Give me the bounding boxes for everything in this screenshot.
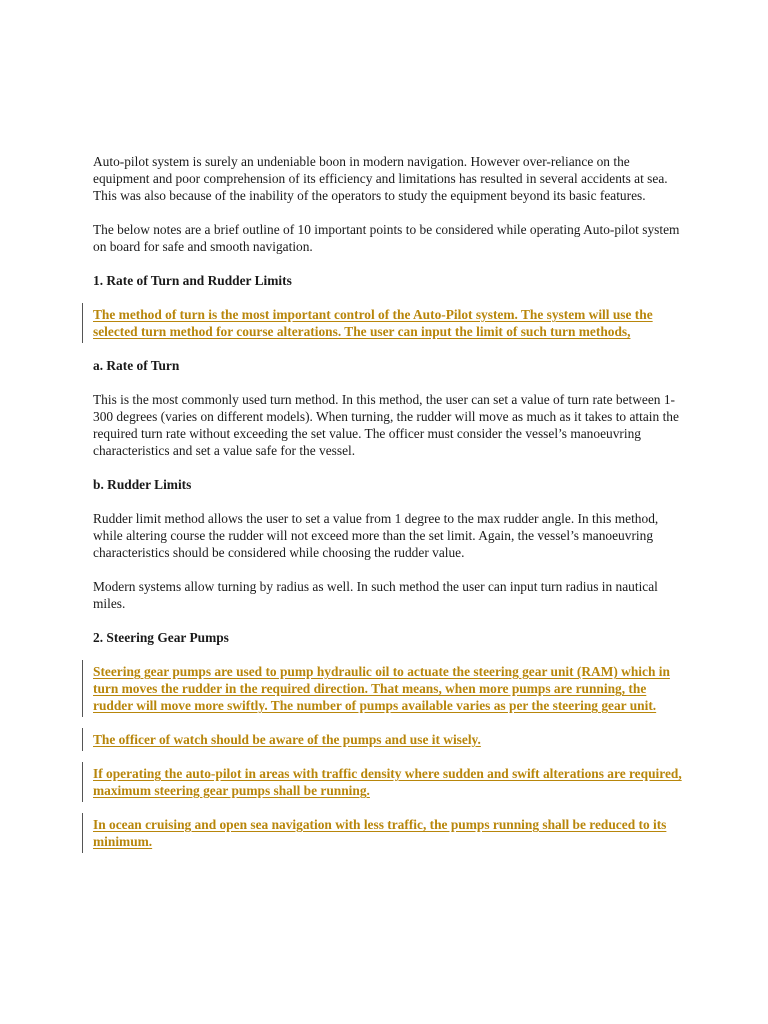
tracked-insertion-text: If operating the auto-pilot in areas with traffic density where sudden and swift alterations are required, maximum steering gear pumps shall be running. (93, 766, 682, 798)
change-bar (82, 762, 83, 802)
tracked-insertion-paragraph (93, 663, 683, 714)
section-heading-rate-of-turn-and-rudder-limits: 1. Rate of Turn and Rudder Limits (93, 273, 292, 288)
tracked-insertion-text: Steering gear pumps are used to pump hydraulic oil to actuate the steering gear unit (RAM) which in turn moves the rudder in the required direction. That means, when more pumps are running, the rudder will move more swiftly. The number of pumps available varies as per the steering gear unit. (93, 664, 670, 713)
document-page (93, 153, 683, 867)
tracked-insertion-paragraph (93, 816, 683, 850)
tracked-insertion-paragraph (93, 731, 683, 748)
change-bar (82, 813, 83, 853)
tracked-insertion-text: In ocean cruising and open sea navigation with less traffic, the pumps running shall be reduced to its minimum. (93, 817, 667, 849)
turn-radius-paragraph: Modern systems allow turning by radius as well. In such method the user can input turn radius in nautical miles. (93, 579, 658, 611)
rate-of-turn-paragraph: This is the most commonly used turn method. In this method, the user can set a value of turn rate between 1-300 degrees (varies on different models). When turning, the rudder will move as much as it takes to attain the required turn rate without exceeding the set value. The officer must consider the vessel’s manoeuvring characteristics and set a value safe for the vessel. (93, 392, 679, 458)
outline-paragraph: The below notes are a brief outline of 10 important points to be considered while operating Auto-pilot system on board for safe and smooth navigation. (93, 222, 680, 254)
subsection-heading-rudder-limits: b. Rudder Limits (93, 477, 192, 492)
rudder-limits-paragraph: Rudder limit method allows the user to set a value from 1 degree to the max rudder angle. In this method, while altering course the rudder will not exceed more than the set limit. Again, the vessel’s manoeuvring characteristics should be considered while choosing the rudder value. (93, 511, 659, 560)
tracked-insertion-text: The method of turn is the most important control of the Auto-Pilot system. The system will use the selected turn method for course alterations. The user can input the limit of such turn methods, (93, 307, 653, 339)
tracked-insertion-text: The officer of watch should be aware of the pumps and use it wisely. (93, 732, 481, 747)
subsection-heading-rate-of-turn: a. Rate of Turn (93, 358, 180, 373)
change-bar (82, 303, 83, 343)
tracked-insertion-paragraph (93, 306, 683, 340)
section-heading-steering-gear-pumps: 2. Steering Gear Pumps (93, 630, 229, 645)
change-bar (82, 660, 83, 717)
tracked-insertion-paragraph (93, 765, 683, 799)
intro-paragraph: Auto-pilot system is surely an undeniable boon in modern navigation. However over-reliance on the equipment and poor comprehension of its efficiency and limitations has resulted in several accidents at sea. This was also because of the inability of the operators to study the equipment beyond its basic features. (93, 154, 668, 203)
change-bar (82, 728, 83, 751)
